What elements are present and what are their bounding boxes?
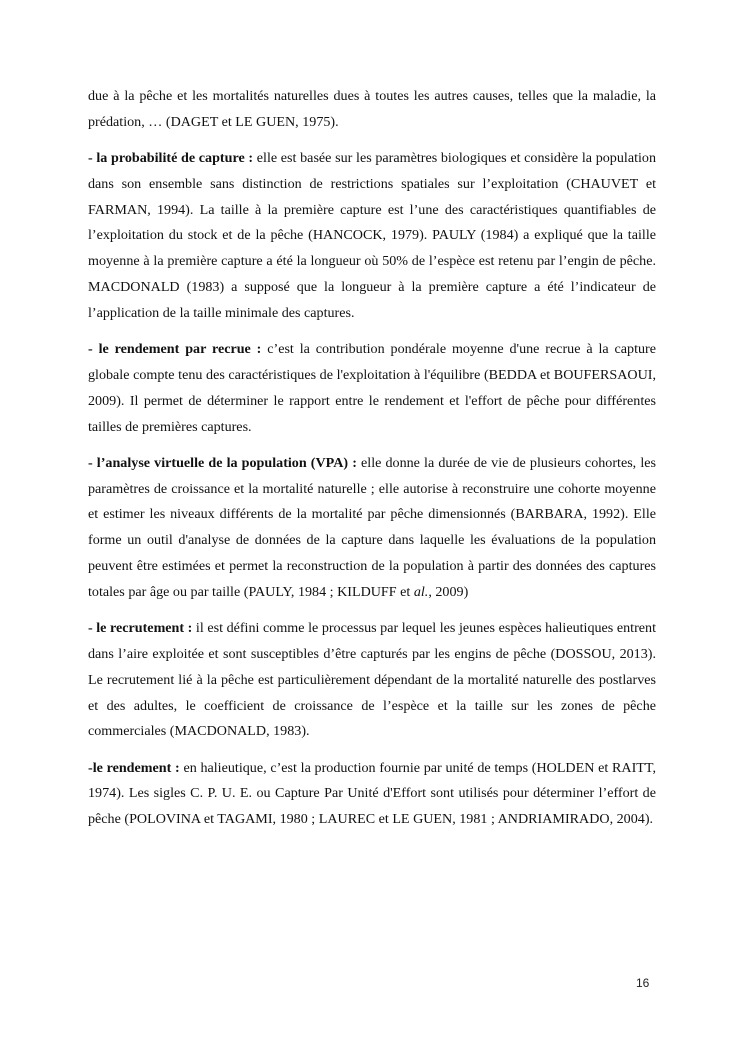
paragraph-text: c’est la contribution pondérale moyenne d'une recrue à la capture globale compte tenu des caractéristiques de l'exploitation à l'équilibre (BEDDA et BOUFERSAOUI, 2009). Il permet de déterminer le rapport entre le rendement et l'effort de pêche pour différentes tailles de premières captures. (88, 341, 656, 435)
paragraph-rendement (88, 756, 656, 833)
paragraph-text: elle donne la durée de vie de plusieurs cohortes, les paramètres de croissance et la mortalité naturelle ; elle autorise à reconstruire une cohorte moyenne et estimer les niveaux différents de la mortalité par pêche dimensionnés (BARBARA, 1992). Elle forme un outil d'analyse de données de la capture dans laquelle les évaluations de la population peuvent être estimées et permet la reconstruction de la population à partir des données des captures totales par âge ou par taille (PAULY, 1984 ; KILDUFF et (88, 454, 656, 600)
paragraph-text: en halieutique, c’est la production fournie par unité de temps (HOLDEN et RAITT, 1974). Les sigles C. P. U. E. ou Capture Par Unité d'Effort sont utilisés pour déterminer l’effort de pêche (POLOVINA et TAGAMI, 1980 ; LAUREC et LE GUEN, 1981 ; ANDRIAMIRADO, 2004). (88, 759, 656, 828)
paragraph-text: elle est basée sur les paramètres biologiques et considère la population dans son ensemble sans distinction de restrictions spatiales sur l’exploitation (CHAUVET et FARMAN, 1994). La taille à la première capture est l’une des caractéristiques quantifiables de l’exploitation du stock et de la pêche (HANCOCK, 1979). PAULY (1984) a expliqué que la taille moyenne à la première capture a été la longueur où 50% de l’espèce est retenu par l’engin de pêche. MACDONALD (1983) a supposé que la longueur à la première capture a été l’indicateur de l’application de la taille minimale des captures. (88, 150, 656, 321)
paragraph-text: il est défini comme le processus par lequel les jeunes espèces halieutiques entrent dans l’aire exploitée et sont susceptibles d’être capturés par les engins de pêche (DOSSOU, 2013). Le recrutement lié à la pêche est particulièrement dépendant de la mortalité naturelle des postlarves et des adultes, le coefficient de croissance de l’espèce et la taille sur les zones de pêche commerciales (MACDONALD, 1983). (88, 620, 656, 740)
paragraph-text: due à la pêche et les mortalités naturelles dues à toutes les autres causes, telles que la maladie, la prédation, … (DAGET et LE GUEN, 1975). (88, 88, 656, 130)
paragraph-term: -le rendement : (88, 759, 180, 776)
paragraph-continuation (88, 84, 656, 136)
page-number: 16 (636, 976, 650, 990)
paragraph-term: - le recrutement : (88, 620, 193, 637)
paragraph-term: - l’analyse virtuelle de la population (VPA) : (88, 454, 357, 471)
document-body (88, 84, 656, 844)
paragraph-probabilite-capture (88, 146, 656, 327)
paragraph-term: - la probabilité de capture : (88, 150, 254, 167)
paragraph-recrutement (88, 616, 656, 745)
paragraph-analyse-virtuelle (88, 451, 656, 606)
paragraph-rendement-par-recrue (88, 337, 656, 440)
paragraph-italic: al. (413, 583, 429, 600)
paragraph-term: - le rendement par recrue : (88, 341, 262, 358)
paragraph-text-after: , 2009) (428, 583, 469, 600)
